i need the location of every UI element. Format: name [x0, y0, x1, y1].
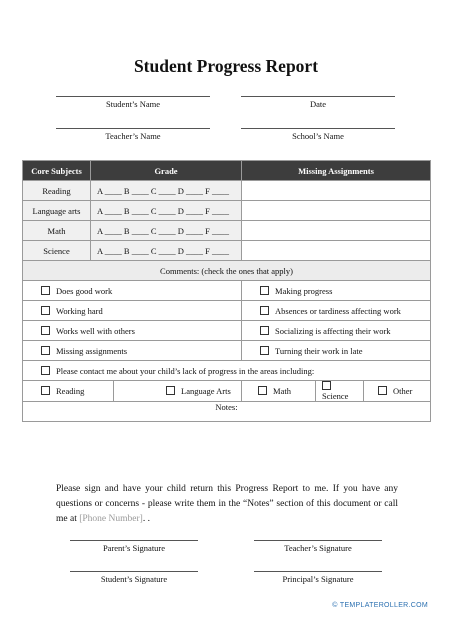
area-label: Math	[273, 386, 291, 396]
student-name-label: Student’s Name	[105, 99, 161, 109]
comment-label: Making progress	[275, 285, 333, 296]
grade-scale[interactable]: A ____ B ____ C ____ D ____ F ____	[91, 241, 242, 261]
grade-scale[interactable]: A ____ B ____ C ____ D ____ F ____	[91, 221, 242, 241]
principal-signature-label: Principal’s Signature	[282, 574, 354, 584]
comment-option[interactable]	[242, 341, 431, 361]
teacher-signature-line[interactable]	[254, 540, 382, 541]
parent-signature-label: Parent’s Signature	[102, 543, 166, 553]
page-title: Student Progress Report	[133, 56, 319, 76]
comments-header: Comments: (check the ones that apply)	[23, 261, 431, 281]
school-name-label: School’s Name	[292, 131, 344, 141]
checkbox[interactable]	[41, 386, 50, 395]
subject-label: Language arts	[23, 201, 91, 221]
comment-label: Does good work	[56, 285, 113, 296]
comment-option[interactable]	[242, 321, 431, 341]
contact-label: Please contact me about your child’s lack of progress in the areas including:	[56, 365, 315, 376]
missing-assignments-cell[interactable]	[242, 241, 431, 261]
checkbox[interactable]	[260, 326, 269, 335]
subject-label: Math	[23, 221, 91, 241]
grade-scale[interactable]: A ____ B ____ C ____ D ____ F ____	[91, 181, 242, 201]
comment-option[interactable]	[23, 301, 242, 321]
comment-option[interactable]	[242, 281, 431, 301]
area-option[interactable]	[364, 381, 431, 402]
checkbox[interactable]	[260, 286, 269, 295]
comment-label: Working hard	[56, 305, 103, 316]
teacher-name-line[interactable]	[56, 128, 210, 129]
area-label: Reading	[56, 386, 85, 396]
date-line[interactable]	[241, 96, 395, 97]
instructions-text: Please sign and have your child return this Progress Report to me. If you have any questions or concerns - please write them in the “Notes” section of this document or call me at	[56, 484, 398, 524]
phone-placeholder[interactable]: [Phone Number]	[79, 514, 143, 524]
checkbox[interactable]	[41, 286, 50, 295]
comment-option[interactable]	[242, 301, 431, 321]
checkbox[interactable]	[166, 386, 175, 395]
student-signature-label: Student’s Signature	[100, 574, 168, 584]
notes-area[interactable]	[23, 402, 431, 422]
checkbox[interactable]	[260, 306, 269, 315]
area-label: Language Arts	[181, 386, 231, 396]
student-name-line[interactable]	[56, 96, 210, 97]
principal-signature-line[interactable]	[254, 571, 382, 572]
checkbox[interactable]	[41, 306, 50, 315]
instructions-paragraph	[56, 482, 398, 527]
area-label: Other	[393, 386, 413, 396]
area-option[interactable]	[242, 381, 316, 402]
teacher-signature-label: Teacher’s Signature	[284, 543, 352, 553]
checkbox[interactable]	[258, 386, 267, 395]
comment-option[interactable]	[23, 341, 242, 361]
comment-option[interactable]	[23, 281, 242, 301]
area-option[interactable]	[114, 381, 242, 402]
parent-signature-line[interactable]	[70, 540, 198, 541]
col-header-grade: Grade	[91, 161, 242, 181]
checkbox[interactable]	[322, 381, 331, 390]
instructions-end: . .	[142, 514, 150, 524]
comment-option[interactable]	[23, 321, 242, 341]
comment-label: Socializing is affecting their work	[275, 325, 391, 336]
date-label: Date	[309, 99, 327, 109]
area-option[interactable]	[23, 381, 114, 402]
missing-assignments-cell[interactable]	[242, 181, 431, 201]
area-label: Science	[322, 391, 349, 401]
comment-label: Turning their work in late	[275, 345, 363, 356]
missing-assignments-cell[interactable]	[242, 221, 431, 241]
subject-label: Reading	[23, 181, 91, 201]
student-signature-line[interactable]	[70, 571, 198, 572]
area-option[interactable]	[316, 381, 364, 402]
comment-label: Missing assignments	[56, 345, 128, 356]
checkbox[interactable]	[260, 346, 269, 355]
progress-table	[22, 160, 431, 422]
school-name-line[interactable]	[241, 128, 395, 129]
checkbox[interactable]	[378, 386, 387, 395]
missing-assignments-cell[interactable]	[242, 201, 431, 221]
checkbox[interactable]	[41, 326, 50, 335]
comment-label: Works well with others	[56, 325, 135, 336]
teacher-name-label: Teacher’s Name	[105, 131, 161, 141]
notes-label: Notes:	[215, 402, 238, 412]
contact-option[interactable]	[23, 361, 431, 381]
checkbox[interactable]	[41, 366, 50, 375]
grade-scale[interactable]: A ____ B ____ C ____ D ____ F ____	[91, 201, 242, 221]
subject-label: Science	[23, 241, 91, 261]
comment-label: Absences or tardiness affecting work	[275, 305, 401, 316]
checkbox[interactable]	[41, 346, 50, 355]
footer-credit[interactable]: © TEMPLATEROLLER.COM	[332, 602, 428, 609]
col-header-subjects: Core Subjects	[23, 161, 91, 181]
col-header-missing: Missing Assignments	[242, 161, 431, 181]
